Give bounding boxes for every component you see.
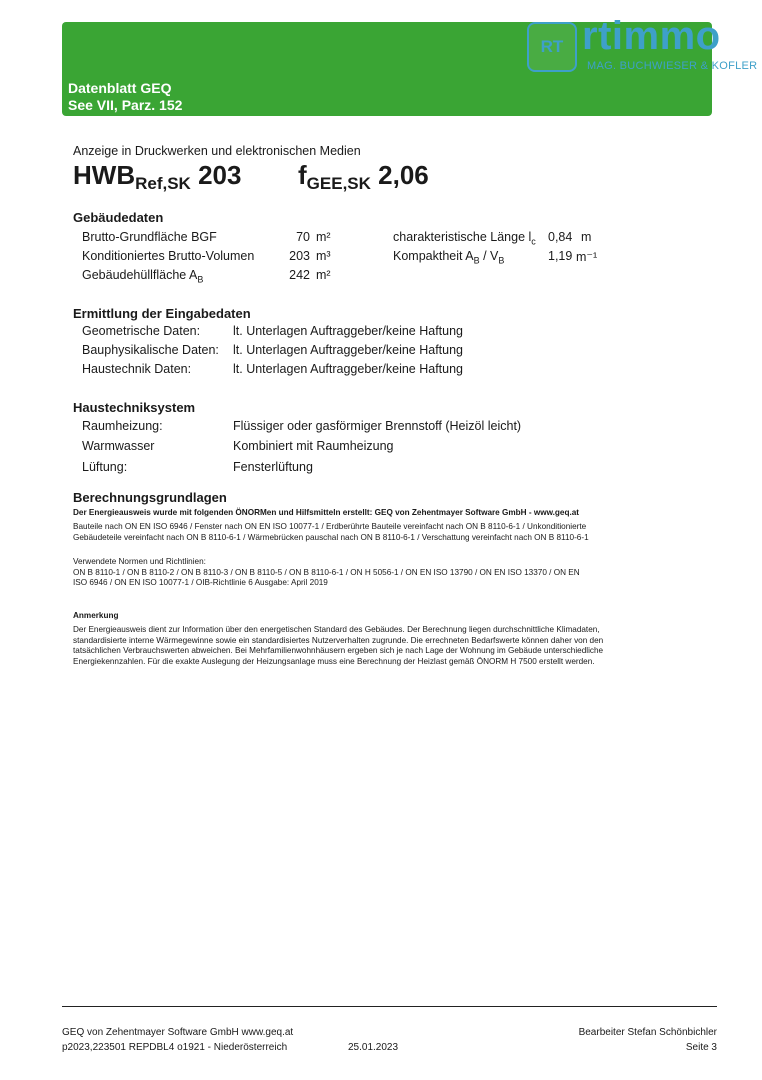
hwb-indicator: $HWB_{Ref,SK}$ 203: [73, 160, 242, 193]
footer-page-number: Seite 3: [685, 1042, 717, 1053]
section-grundlagen-heading: Berechnungsgrundlagen: [73, 490, 227, 505]
footer-author: Bearbeiter Stefan Schönbichler: [578, 1027, 717, 1038]
fgee-value: 2,06: [378, 160, 429, 190]
haustechnik-value: Kombiniert mit Raumheizung: [233, 439, 394, 453]
char-laenge-unit: m: [581, 230, 592, 244]
logo-mark-icon: RT: [527, 22, 577, 72]
eingabe-value: lt. Unterlagen Auftraggeber/keine Haftung: [233, 362, 464, 376]
haustechnik-value: Fensterlüftung: [233, 460, 313, 474]
hwb-value: 203: [198, 160, 242, 190]
title-line-2: See VII, Parz. 152: [68, 97, 183, 113]
huellflaeche-unit: m²: [316, 268, 331, 282]
volume-label: Konditioniertes Brutto-Volumen: [82, 249, 255, 263]
bgf-label: Brutto-Grundfläche BGF: [82, 230, 217, 244]
huellflaeche-value: 242: [289, 268, 310, 282]
haustechnik-label: Raumheizung:: [82, 419, 163, 433]
section-gebaeudedaten-heading: Gebäudedaten: [73, 210, 164, 225]
eingabe-label: Bauphysikalische Daten:: [82, 343, 219, 357]
grundlagen-intro: Der Energieausweis wurde mit folgenden ÖNORMen und Hilfsmitteln erstellt: GEQ von Zehentmayer Software GmbH - www.geq.at: [73, 508, 580, 517]
footer-date: 25.01.2023: [348, 1042, 399, 1053]
volume-value: 203: [289, 249, 310, 263]
logo-wordmark: rtimmo: [582, 14, 721, 58]
volume-unit: m³: [316, 249, 331, 263]
logo-subtitle: MAG. BUCHWIESER & KOFLER: [587, 60, 758, 72]
footer-divider: [62, 1006, 717, 1007]
normen-list: Verwendete Normen und Richtlinien: ON B 8110-1 / ON B 8110-2 / ON B 8110-3 / ON B 8110-5 / ON B 8110-6-1 / ON H 5056-1 / ON EN ISO 13790 / ON EN ISO 13370 / ON EN ISO 6946 / ON EN ISO 10077-1 / OIB-Richtlinie 6 Ausgabe: April 2019: [73, 557, 580, 587]
eingabe-value: lt. Unterlagen Auftraggeber/keine Haftung: [233, 343, 464, 357]
haustechnik-label: Lüftung:: [82, 460, 128, 474]
grundlagen-text: Bauteile nach ON EN ISO 6946 / Fenster nach ON EN ISO 10077-1 / Erdberührte Bauteile vereinfacht nach ON B 8110-6-1 / Unkonditionierte Gebäudeteile vereinfacht nach ON B 8110-6-1 / Wärmebrücken pauschal nach ON B 8110-6-1 / Verschattung vereinfacht nach ON B 8110-6-1: [73, 522, 589, 542]
section-eingabedaten-heading: Ermittlung der Eingabedaten: [73, 306, 251, 321]
eingabe-value: lt. Unterlagen Auftraggeber/keine Haftung: [233, 324, 464, 338]
haustechnik-label: Warmwasser: [82, 439, 155, 453]
fgee-indicator: $f_{GEE,SK}$ 2,06: [298, 160, 429, 193]
bgf-value: 70: [296, 230, 310, 244]
intro-text: Anzeige in Druckwerken und elektronischen Medien: [73, 144, 361, 158]
kompaktheit-unit: m⁻¹: [576, 250, 598, 264]
huellflaeche-label: Gebäudehüllfläche $A_B$: [82, 268, 204, 285]
datasheet-title: [68, 80, 182, 114]
anmerkung-heading: Anmerkung: [73, 611, 119, 620]
haustechnik-value: Flüssiger oder gasförmiger Brennstoff (Heizöl leicht): [233, 419, 522, 433]
kompaktheit-label: Kompaktheit $A_B / V_B$: [393, 249, 505, 266]
footer-software: GEQ von Zehentmayer Software GmbH www.geq.at: [62, 1027, 294, 1038]
eingabe-label: Haustechnik Daten:: [82, 362, 192, 376]
bgf-unit: m²: [316, 230, 331, 244]
title-line-1: Datenblatt GEQ: [68, 80, 172, 96]
char-laenge-value: 0,84: [548, 230, 573, 244]
eingabe-label: Geometrische Daten:: [82, 324, 201, 338]
kompaktheit-value: 1,19: [548, 249, 573, 263]
char-laenge-label: charakteristische Länge $l_c$: [393, 230, 536, 247]
anmerkung-text: Der Energieausweis dient zur Information über den energetischen Standard des Gebäudes. Der Berechnung liegen durchschnittliche Klimadaten, standardisierte interne Wärmegewinne sowie ein standardisiertes Nutzerverhalten zugrunde. Die errechneten Bedarfswerte können daher von den tatsächlichen Verbrauchswerten abweichen. Bei Mehrfamilienwohnhäusern ergeben sich je nach Lage der Wohnung im Gebäude unterschiedliche Energiekennzahlen. Für die exakte Auslegung der Heizungsanlage muss eine Berechnung der Heizlast gemäß ÖNORM H 7500 erstellt werden.: [73, 625, 604, 666]
section-haustechnik-heading: Haustechniksystem: [73, 400, 196, 415]
footer-project-ref: p2023,223501 REPDBL4 o1921 - Niederösterreich: [62, 1042, 288, 1053]
